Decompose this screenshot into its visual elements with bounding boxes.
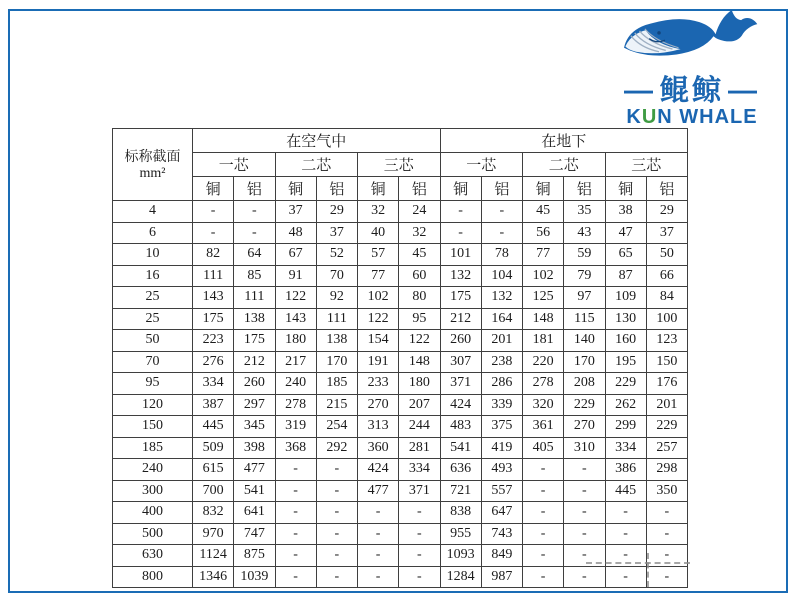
value-cell: 111 [234,287,275,309]
value-cell: 201 [481,330,522,352]
value-cell: - [646,545,687,567]
value-cell: - [358,502,399,524]
value-cell: 334 [399,459,440,481]
value-cell: 262 [605,394,646,416]
value-cell: 424 [440,394,481,416]
core-header: 一芯 [440,153,523,177]
value-cell: 138 [316,330,357,352]
table-row [113,523,688,545]
value-cell: 1124 [193,545,234,567]
group-header-ground: 在地下 [440,129,688,153]
material-header: 铝 [646,177,687,201]
table-row [113,416,688,438]
value-cell: 334 [605,437,646,459]
value-cell: 445 [193,416,234,438]
logo-dash-right: — [728,75,760,107]
value-cell: 56 [523,222,564,244]
value-cell: 122 [399,330,440,352]
value-cell: - [440,201,481,223]
value-cell: 477 [234,459,275,481]
value-cell: 557 [481,480,522,502]
table-row [113,437,688,459]
watermark-dash-horizontal [586,562,690,564]
value-cell: 175 [440,287,481,309]
table-row [113,459,688,481]
brand-name-en [602,106,782,128]
value-cell: 132 [440,265,481,287]
value-cell: 541 [234,480,275,502]
value-cell: 70 [316,265,357,287]
corner-header [113,129,193,201]
value-cell: 1346 [193,566,234,588]
value-cell: 148 [523,308,564,330]
value-cell: 77 [358,265,399,287]
value-cell: 229 [564,394,605,416]
value-cell: 164 [481,308,522,330]
value-cell: - [564,502,605,524]
value-cell: - [316,502,357,524]
value-cell: - [358,566,399,588]
value-cell: - [275,566,316,588]
value-cell: - [605,502,646,524]
value-cell: 220 [523,351,564,373]
value-cell: 493 [481,459,522,481]
value-cell: - [481,201,522,223]
value-cell: - [523,480,564,502]
value-cell: 641 [234,502,275,524]
value-cell: 37 [646,222,687,244]
value-cell: 175 [193,308,234,330]
value-cell: 109 [605,287,646,309]
value-cell: 307 [440,351,481,373]
value-cell: - [605,566,646,588]
value-cell: 77 [523,244,564,266]
value-cell: 101 [440,244,481,266]
value-cell: 207 [399,394,440,416]
value-cell: 229 [646,416,687,438]
value-cell: - [399,545,440,567]
table-row [113,287,688,309]
section-cell: 70 [113,351,193,373]
value-cell: 849 [481,545,522,567]
value-cell: 1039 [234,566,275,588]
value-cell: 82 [193,244,234,266]
section-cell: 300 [113,480,193,502]
whale-icon [614,6,770,76]
material-header-row [113,177,688,201]
value-cell: 100 [646,308,687,330]
value-cell: 286 [481,373,522,395]
value-cell: - [564,523,605,545]
value-cell: - [646,502,687,524]
material-header: 铜 [605,177,646,201]
section-cell: 500 [113,523,193,545]
value-cell: 254 [316,416,357,438]
core-header: 二芯 [275,153,358,177]
value-cell: 87 [605,265,646,287]
value-cell: 743 [481,523,522,545]
value-cell: 257 [646,437,687,459]
material-header: 铝 [316,177,357,201]
corner-header-line1: 标称截面 [124,147,181,164]
value-cell: 176 [646,373,687,395]
value-cell: - [605,523,646,545]
core-header-row [113,153,688,177]
section-cell: 4 [113,201,193,223]
section-cell: 185 [113,437,193,459]
value-cell: - [481,222,522,244]
value-cell: 208 [564,373,605,395]
table-row [113,373,688,395]
value-cell: 419 [481,437,522,459]
value-cell: 191 [358,351,399,373]
value-cell: 700 [193,480,234,502]
value-cell: - [275,459,316,481]
value-cell: 278 [275,394,316,416]
value-cell: - [275,502,316,524]
value-cell: - [234,201,275,223]
value-cell: - [523,459,564,481]
value-cell: 60 [399,265,440,287]
value-cell: 260 [234,373,275,395]
value-cell: 95 [399,308,440,330]
brand-name-cn [602,76,782,106]
value-cell: 79 [564,265,605,287]
value-cell: 987 [481,566,522,588]
value-cell: 299 [605,416,646,438]
material-header: 铜 [440,177,481,201]
value-cell: 386 [605,459,646,481]
value-cell: - [605,545,646,567]
value-cell: - [275,545,316,567]
section-cell: 25 [113,287,193,309]
value-cell: 345 [234,416,275,438]
value-cell: 541 [440,437,481,459]
value-cell: 721 [440,480,481,502]
table-row [113,480,688,502]
table-row [113,502,688,524]
value-cell: 838 [440,502,481,524]
value-cell: 37 [275,201,316,223]
table-row [113,351,688,373]
value-cell: 140 [564,330,605,352]
value-cell: 215 [316,394,357,416]
value-cell: 313 [358,416,399,438]
value-cell: 48 [275,222,316,244]
value-cell: 45 [523,201,564,223]
value-cell: 368 [275,437,316,459]
watermark-dash-vertical [647,553,649,587]
core-header: 三芯 [605,153,688,177]
value-cell: - [399,566,440,588]
value-cell: 320 [523,394,564,416]
value-cell: 38 [605,201,646,223]
value-cell: 37 [316,222,357,244]
section-cell: 50 [113,330,193,352]
section-cell: 240 [113,459,193,481]
value-cell: 387 [193,394,234,416]
value-cell: 65 [605,244,646,266]
value-cell: - [316,459,357,481]
section-cell: 630 [113,545,193,567]
value-cell: 180 [399,373,440,395]
value-cell: 97 [564,287,605,309]
brand-name-en-rest: N WHALE [657,106,758,128]
value-cell: 229 [605,373,646,395]
material-header: 铝 [234,177,275,201]
value-cell: 292 [316,437,357,459]
value-cell: 104 [481,265,522,287]
value-cell: 138 [234,308,275,330]
value-cell: 29 [316,201,357,223]
value-cell: 32 [358,201,399,223]
value-cell: 217 [275,351,316,373]
value-cell: 1093 [440,545,481,567]
section-cell: 10 [113,244,193,266]
value-cell: 111 [193,265,234,287]
section-cell: 400 [113,502,193,524]
value-cell: 270 [358,394,399,416]
value-cell: 350 [646,480,687,502]
table-row [113,201,688,223]
value-cell: 297 [234,394,275,416]
logo-dash-left: — [623,75,656,107]
table-row [113,222,688,244]
value-cell: 240 [275,373,316,395]
value-cell: 970 [193,523,234,545]
value-cell: - [358,523,399,545]
value-cell: - [234,222,275,244]
value-cell: 319 [275,416,316,438]
value-cell: 339 [481,394,522,416]
value-cell: 371 [440,373,481,395]
value-cell: - [523,502,564,524]
value-cell: - [523,545,564,567]
table-row [113,265,688,287]
section-cell: 120 [113,394,193,416]
value-cell: 615 [193,459,234,481]
table-row [113,330,688,352]
value-cell: 59 [564,244,605,266]
section-cell: 800 [113,566,193,588]
value-cell: 160 [605,330,646,352]
value-cell: 278 [523,373,564,395]
material-header: 铜 [523,177,564,201]
value-cell: - [193,201,234,223]
value-cell: 122 [358,308,399,330]
ampacity-table-wrap [112,128,688,588]
value-cell: 483 [440,416,481,438]
value-cell: 102 [523,265,564,287]
corner-header-line2: mm² [139,165,166,181]
table-body [113,201,688,588]
value-cell: 647 [481,502,522,524]
core-header: 一芯 [193,153,276,177]
section-cell: 25 [113,308,193,330]
value-cell: 832 [193,502,234,524]
value-cell: 233 [358,373,399,395]
value-cell: 185 [316,373,357,395]
value-cell: 45 [399,244,440,266]
value-cell: - [275,523,316,545]
value-cell: 78 [481,244,522,266]
value-cell: - [646,566,687,588]
value-cell: - [399,523,440,545]
value-cell: 180 [275,330,316,352]
value-cell: 80 [399,287,440,309]
group-header-row [113,129,688,153]
value-cell: 636 [440,459,481,481]
value-cell: 47 [605,222,646,244]
value-cell: 405 [523,437,564,459]
value-cell: 371 [399,480,440,502]
section-cell: 150 [113,416,193,438]
value-cell: 201 [646,394,687,416]
section-cell: 6 [113,222,193,244]
section-cell: 95 [113,373,193,395]
value-cell: 154 [358,330,399,352]
value-cell: 35 [564,201,605,223]
value-cell: 148 [399,351,440,373]
value-cell: 298 [646,459,687,481]
value-cell: - [564,459,605,481]
value-cell: 223 [193,330,234,352]
value-cell: - [564,566,605,588]
material-header: 铜 [358,177,399,201]
material-header: 铜 [275,177,316,201]
table-row [113,566,688,588]
material-header: 铝 [481,177,522,201]
value-cell: - [316,480,357,502]
brand-logo [602,6,782,128]
brand-name-cn-text: 鲲鲸 [659,75,724,107]
value-cell: 52 [316,244,357,266]
value-cell: - [193,222,234,244]
value-cell: 181 [523,330,564,352]
core-header: 二芯 [523,153,606,177]
value-cell: 270 [564,416,605,438]
value-cell: 360 [358,437,399,459]
value-cell: - [399,502,440,524]
value-cell: 1284 [440,566,481,588]
value-cell: 132 [481,287,522,309]
value-cell: 212 [234,351,275,373]
value-cell: 43 [564,222,605,244]
table-row [113,308,688,330]
value-cell: - [316,545,357,567]
value-cell: 40 [358,222,399,244]
core-header: 三芯 [358,153,441,177]
value-cell: - [440,222,481,244]
value-cell: 102 [358,287,399,309]
cable-ampacity-table [112,128,688,588]
value-cell: 281 [399,437,440,459]
value-cell: 32 [399,222,440,244]
value-cell: 84 [646,287,687,309]
value-cell: - [316,566,357,588]
value-cell: - [523,566,564,588]
brand-letter-k: K [626,106,642,128]
value-cell: - [646,523,687,545]
value-cell: 238 [481,351,522,373]
value-cell: 24 [399,201,440,223]
value-cell: 67 [275,244,316,266]
value-cell: 477 [358,480,399,502]
value-cell: 310 [564,437,605,459]
value-cell: 170 [564,351,605,373]
value-cell: - [275,480,316,502]
value-cell: 50 [646,244,687,266]
value-cell: 170 [316,351,357,373]
value-cell: - [358,545,399,567]
value-cell: - [564,545,605,567]
value-cell: 875 [234,545,275,567]
value-cell: 85 [234,265,275,287]
value-cell: 212 [440,308,481,330]
value-cell: 125 [523,287,564,309]
value-cell: 111 [316,308,357,330]
value-cell: - [316,523,357,545]
table-row [113,244,688,266]
table-row [113,394,688,416]
brand-letter-u: U [641,106,658,128]
value-cell: 143 [193,287,234,309]
value-cell: 445 [605,480,646,502]
value-cell: 195 [605,351,646,373]
value-cell: - [523,523,564,545]
value-cell: 175 [234,330,275,352]
value-cell: - [564,480,605,502]
value-cell: 91 [275,265,316,287]
value-cell: 509 [193,437,234,459]
value-cell: 747 [234,523,275,545]
value-cell: 115 [564,308,605,330]
material-header: 铝 [564,177,605,201]
group-header-air: 在空气中 [193,129,441,153]
value-cell: 122 [275,287,316,309]
value-cell: 260 [440,330,481,352]
value-cell: 130 [605,308,646,330]
value-cell: 375 [481,416,522,438]
value-cell: 123 [646,330,687,352]
value-cell: 334 [193,373,234,395]
value-cell: 92 [316,287,357,309]
value-cell: 424 [358,459,399,481]
material-header: 铜 [193,177,234,201]
value-cell: 150 [646,351,687,373]
section-cell: 16 [113,265,193,287]
value-cell: 361 [523,416,564,438]
value-cell: 398 [234,437,275,459]
value-cell: 955 [440,523,481,545]
value-cell: 143 [275,308,316,330]
value-cell: 64 [234,244,275,266]
value-cell: 244 [399,416,440,438]
value-cell: 29 [646,201,687,223]
value-cell: 276 [193,351,234,373]
value-cell: 66 [646,265,687,287]
value-cell: 57 [358,244,399,266]
material-header: 铝 [399,177,440,201]
